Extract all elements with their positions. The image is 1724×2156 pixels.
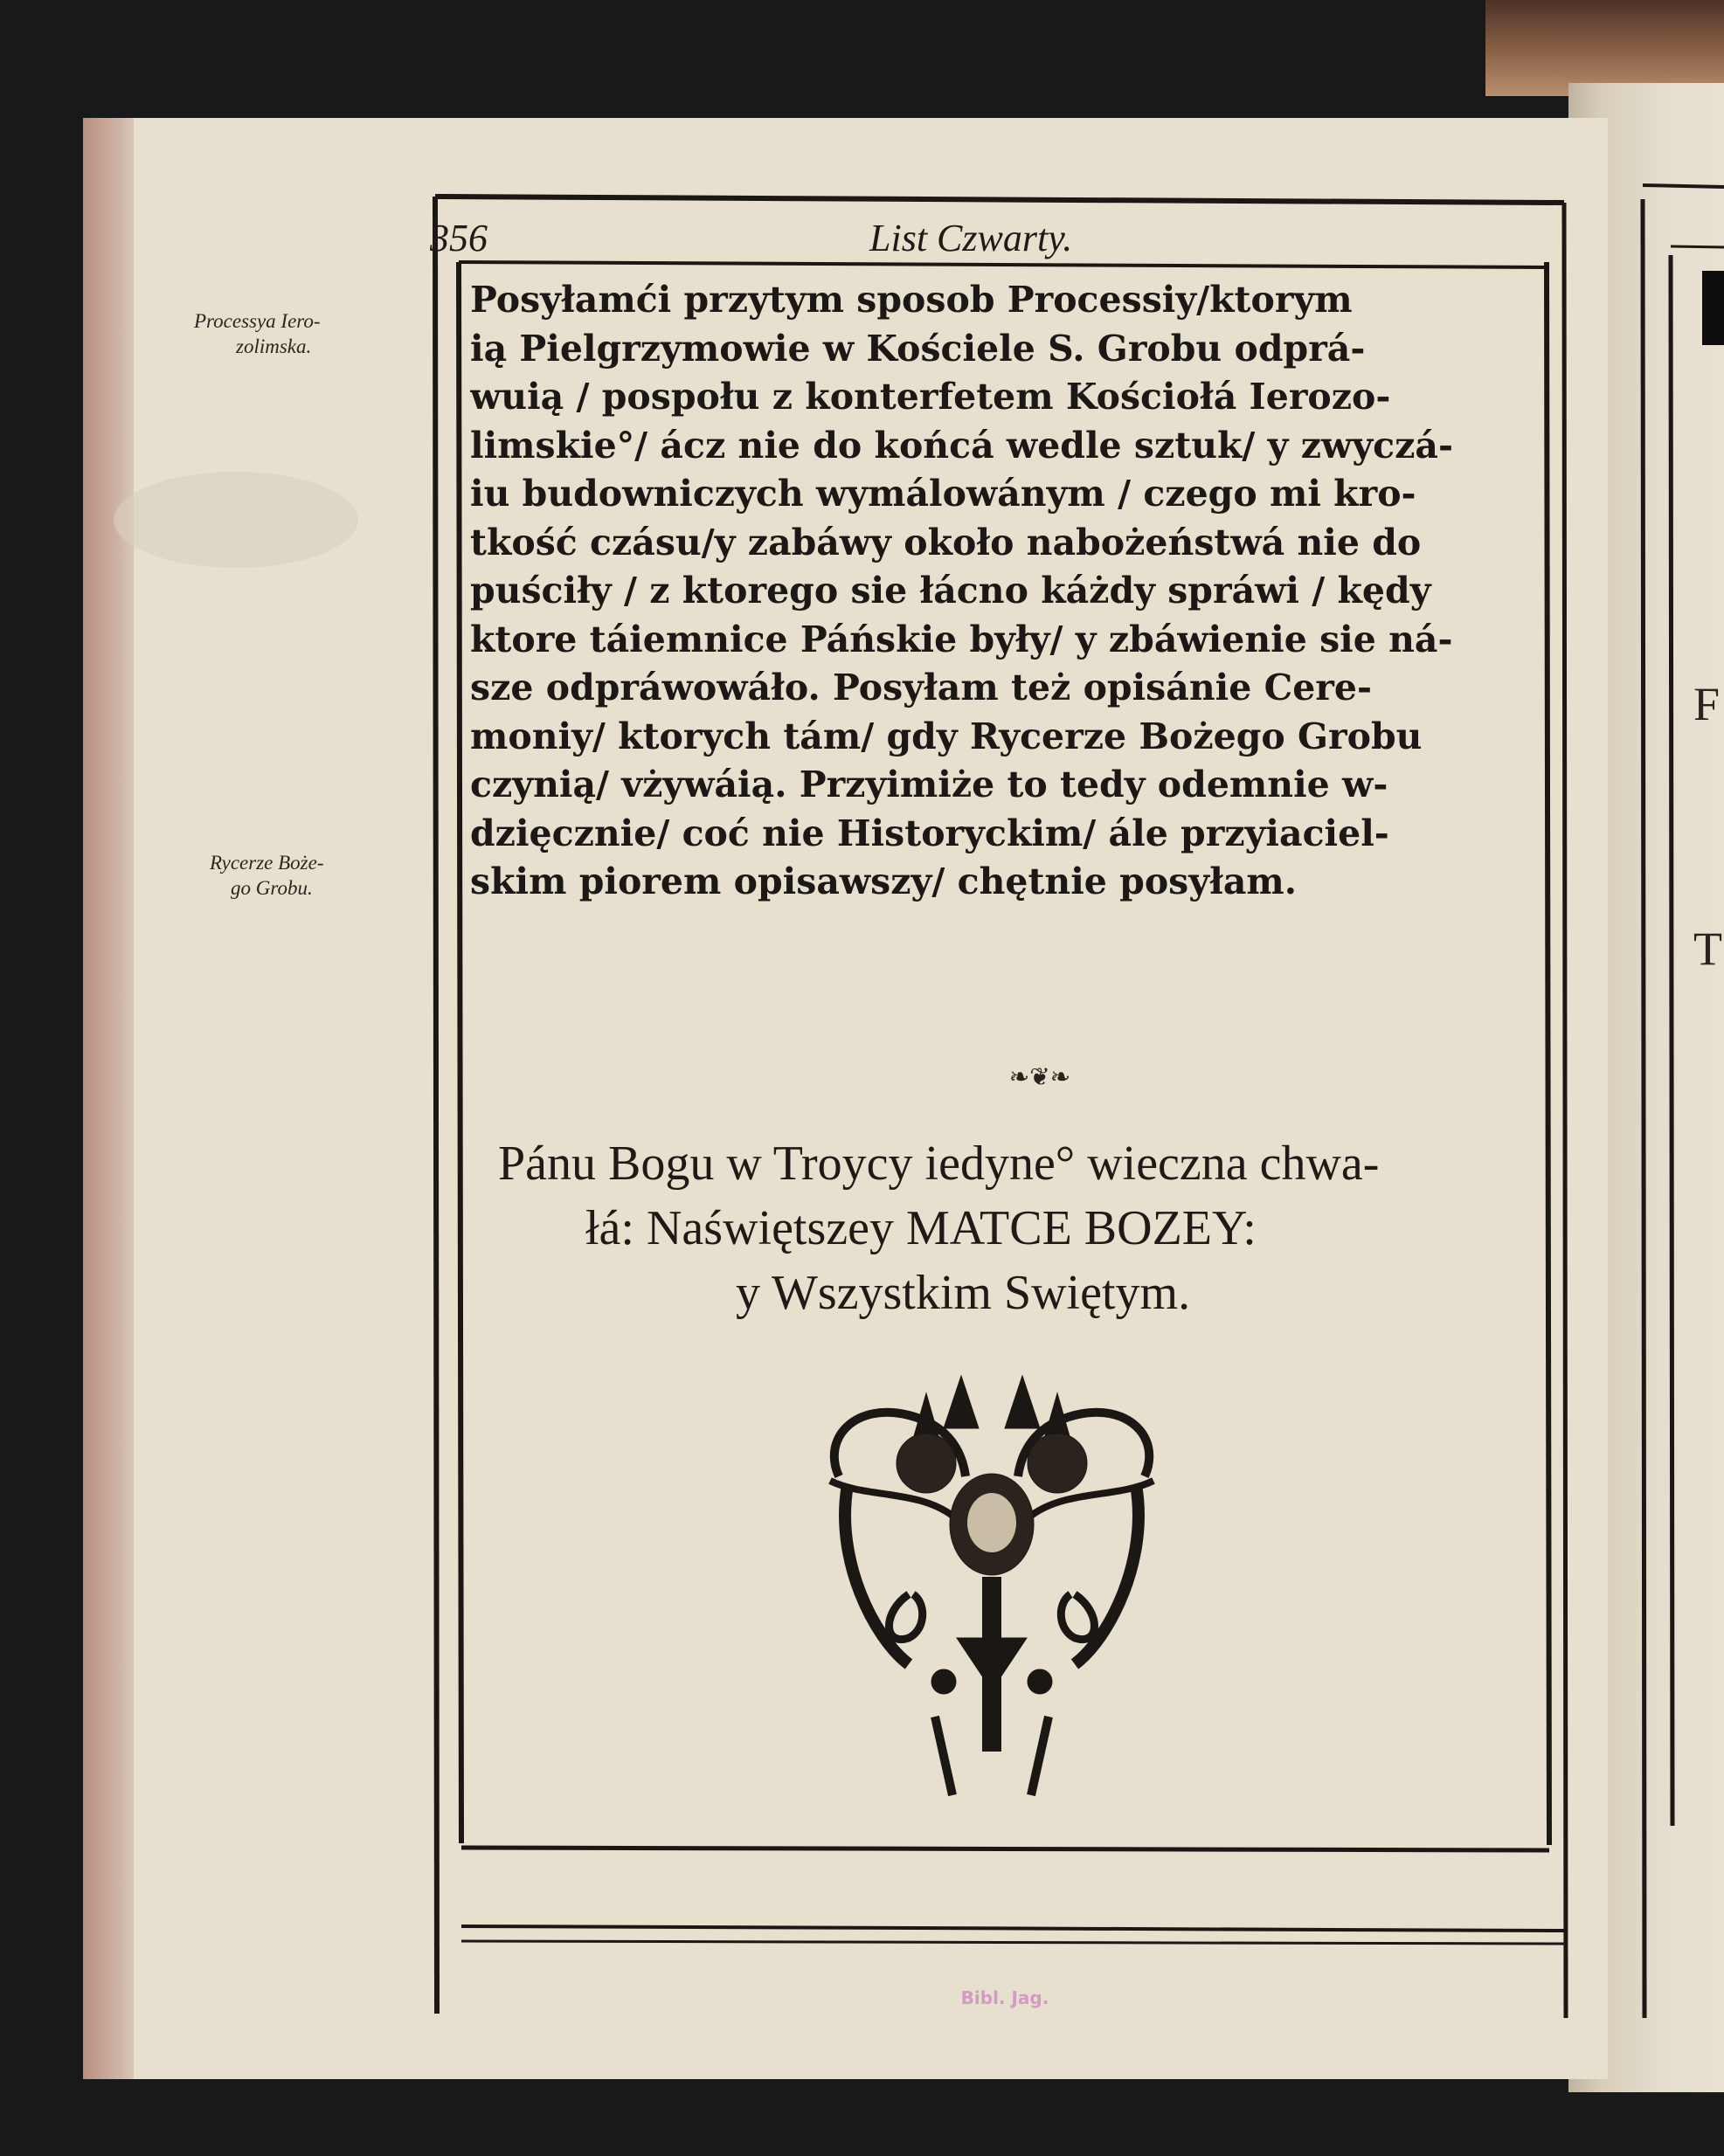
margin-note-line: Processya Iero- [194, 310, 321, 332]
margin-note-knights [210, 850, 324, 901]
body-line: dzięcznie/ coć nie Historyckim/ ále przyiaciel- [470, 812, 1389, 854]
fleuron-divider: ❧❦❧ [1008, 1064, 1071, 1091]
facing-page-glyph: F [1693, 678, 1721, 730]
body-line: sze odpráwowáło. Posyłam też opisánie Cere- [470, 667, 1372, 708]
body-line: moniy/ ktorych tám/ gdy Rycerze Bożego Grobu [470, 715, 1423, 757]
doxology-line: y Wszystkim Swiętym. [736, 1266, 1191, 1320]
margin-note-line: zolimska. [236, 335, 312, 357]
page-number: 356 [430, 217, 488, 259]
doxology-line: Pánu Bogu w Troycy iedyne° wieczna chwa- [498, 1137, 1380, 1191]
doxology-line: łá: Naświętszey MATCE BOZEY: [585, 1201, 1257, 1255]
body-line: iu budowniczych wymálowánym / czego mi kro- [470, 473, 1416, 515]
library-stamp: Bibl. Jag. [960, 1987, 1049, 2008]
margin-note-line: Rycerze Boże- [210, 852, 324, 874]
body-line: ią Pielgrzymowie w Kościele S. Grobu odprá- [470, 327, 1366, 370]
closing-doxology [454, 1131, 1538, 1325]
running-title: List Czwarty. [869, 217, 1073, 259]
body-line: skim piorem opisawszy/ chętnie posyłam. [470, 860, 1298, 902]
body-line: puściły / z ktorego sie łácno káżdy spráwi / kędy [470, 570, 1431, 612]
letter-body [470, 276, 1547, 907]
body-line: Posyłamći przytym sposob Processiy/ktorym [470, 279, 1353, 321]
facing-page-glyph: T [1693, 923, 1722, 975]
body-line: wuią / pospołu z konterfetem Kościołá Ierozo- [470, 376, 1391, 418]
body-line: ktore táiemnice Páńskie były/ y zbáwienie sie ná- [470, 618, 1453, 660]
margin-note-procession [194, 308, 321, 359]
body-line: tkość czásu/y zabáwy około nabożeństwá nie do [470, 521, 1422, 563]
woodcut-vignette [830, 1376, 1153, 1795]
body-line: limskie°/ ácz nie do końcá wedle sztuk/ y zwyczá- [470, 424, 1453, 466]
margin-note-line: go Grobu. [231, 877, 313, 899]
body-line: czynią/ vżywáią. Przyimiże to tedy odemnie w- [470, 764, 1388, 805]
